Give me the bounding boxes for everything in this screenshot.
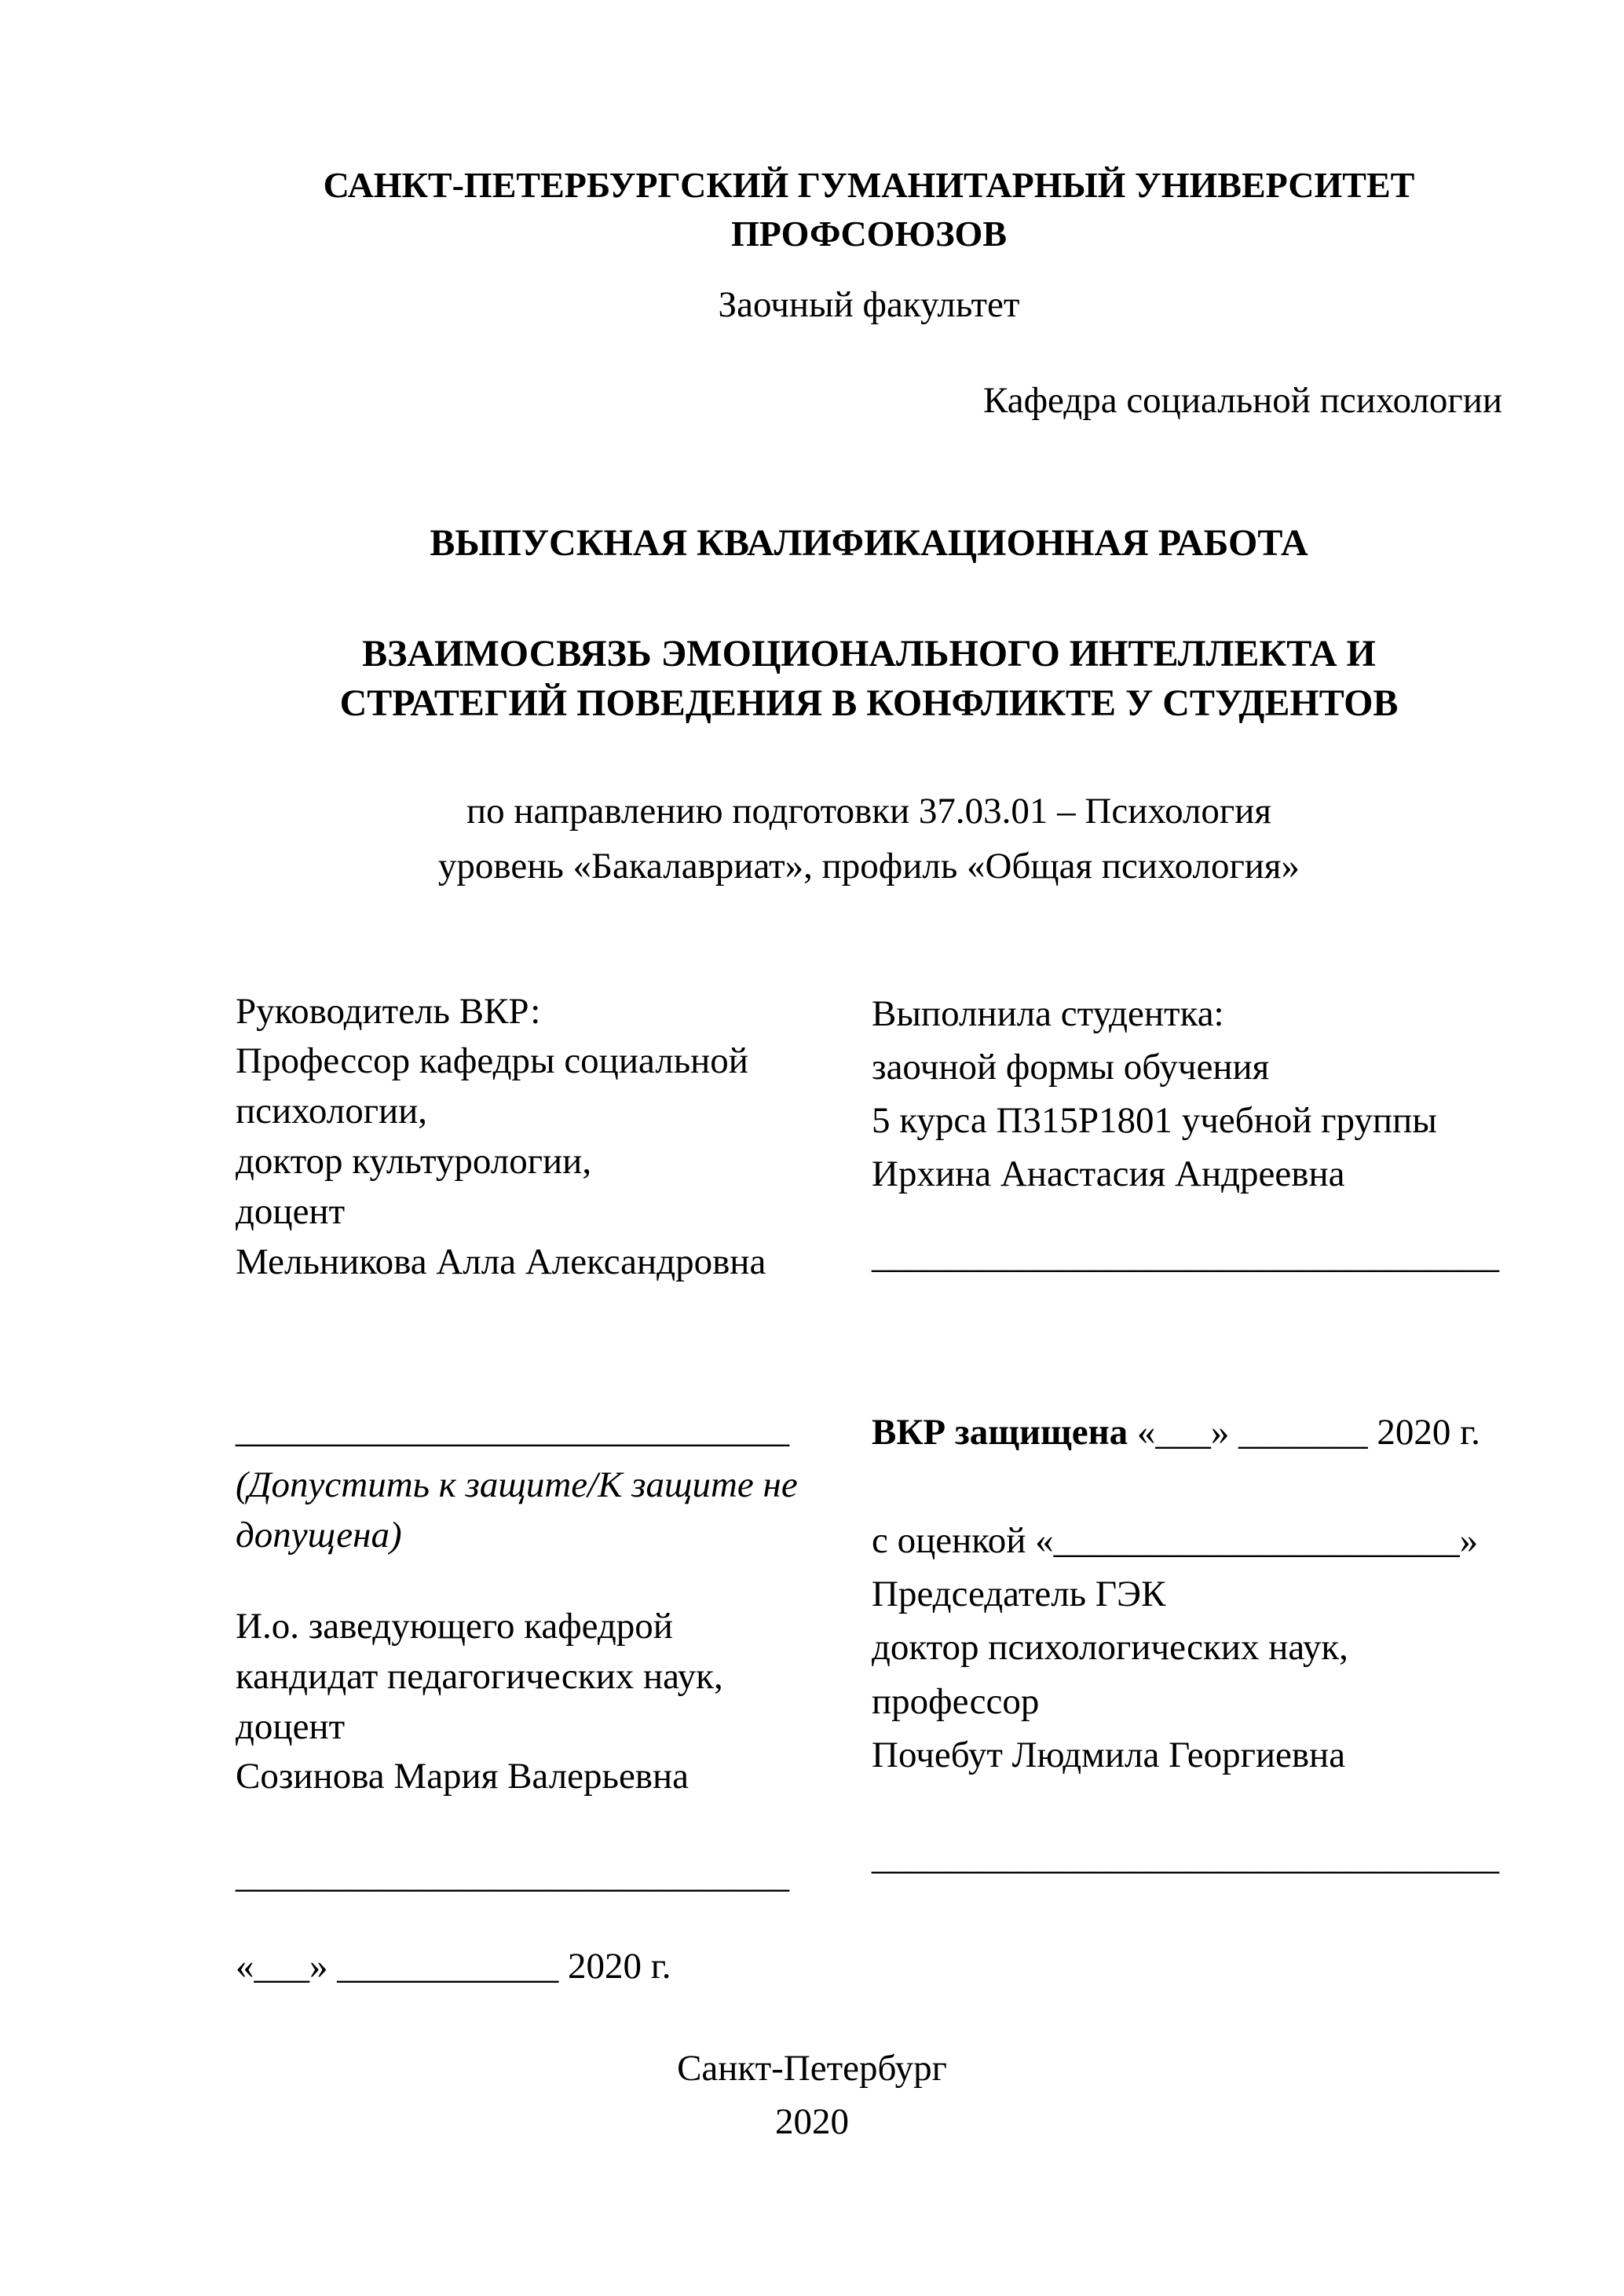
student-block — [872, 987, 1502, 1288]
student-group-line: 5 курса П315Р1801 учебной группы — [872, 1099, 1437, 1141]
defense-chair-name: Почебут Людмила Георгиевна — [872, 1734, 1346, 1775]
thesis-title — [236, 629, 1502, 729]
faculty-name: Заочный факультет — [718, 284, 1020, 326]
program-level: уровень «Бакалавриат», профиль «Общая психология» — [437, 846, 1300, 887]
admission-degree-line: кандидат педагогических наук, — [236, 1655, 723, 1697]
defense-chair-degree-line: доктор психологических наук, — [872, 1627, 1348, 1669]
admission-rank-line: доцент — [236, 1706, 346, 1747]
admission-date-line: «___» ____________ 2020 г. — [236, 1946, 671, 1987]
supervisor-block — [236, 987, 872, 1288]
admission-name: Созинова Мария Валерьевна — [236, 1756, 689, 1797]
defense-status-date: «___» _______ 2020 г. — [1128, 1412, 1480, 1453]
supervisor-rank-line: доцент — [236, 1191, 346, 1233]
admission-position-line: И.о. заведующего кафедрой — [236, 1605, 673, 1647]
thesis-title-line-1: ВЗАИМОСВЯЗЬ ЭМОЦИОНАЛЬНОГО ИНТЕЛЛЕКТА И — [362, 632, 1376, 675]
defense-signature-line: __________________________________ — [872, 1836, 1499, 1877]
admission-signature-line-top: ______________________________ — [236, 1409, 789, 1451]
work-type-heading: ВЫПУСКНАЯ КВАЛИФИКАЦИОННАЯ РАБОТА — [430, 522, 1308, 565]
university-name: САНКТ-ПЕТЕРБУРГСКИЙ ГУМАНИТАРНЫЙ УНИВЕРСИТЕТ ПРОФСОЮЗОВ — [323, 165, 1415, 254]
student-study-form-line: заочной формы обучения — [872, 1046, 1270, 1088]
defense-status-line — [872, 1406, 1502, 1459]
signatories-top-block — [236, 987, 1502, 1288]
department-name: Кафедра социальной психологии — [983, 379, 1502, 421]
student-signature-line: __________________________________ — [872, 1235, 1499, 1277]
defense-status-bold: ВКР защищена — [872, 1412, 1128, 1453]
supervisor-position-line: психологии, — [236, 1091, 428, 1132]
page-footer — [0, 2042, 1624, 2148]
defense-chair-label: Председатель ГЭК — [872, 1574, 1166, 1615]
supervisor-position-line: Профессор кафедры социальной — [236, 1040, 748, 1082]
signatories-bottom-block — [236, 1406, 1502, 1992]
student-label: Выполнила студентка: — [872, 993, 1224, 1034]
admission-block — [236, 1406, 872, 1992]
supervisor-label: Руководитель ВКР: — [236, 990, 541, 1032]
admission-signature-line-bottom: ______________________________ — [236, 1855, 789, 1896]
defense-grade-line: с оценкой «______________________» — [872, 1520, 1479, 1562]
student-name: Ирхина Анастасия Андреевна — [872, 1153, 1345, 1194]
program-info — [236, 784, 1502, 894]
defense-chair-rank-line: профессор — [872, 1680, 1040, 1722]
thesis-title-line-2: СТРАТЕГИЙ ПОВЕДЕНИЯ В КОНФЛИКТЕ У СТУДЕНТОВ — [339, 682, 1399, 725]
program-direction: по направлению подготовки 37.03.01 – Психология — [466, 790, 1271, 832]
supervisor-name: Мельникова Алла Александровна — [236, 1241, 766, 1283]
defense-block — [872, 1406, 1502, 1992]
footer-year: 2020 — [775, 2101, 849, 2143]
admission-caption: (Допустить к защите/К защите не допущена) — [236, 1464, 798, 1556]
supervisor-degree-line: доктор культурологии, — [236, 1141, 592, 1183]
footer-city: Санкт-Петербург — [677, 2048, 947, 2089]
